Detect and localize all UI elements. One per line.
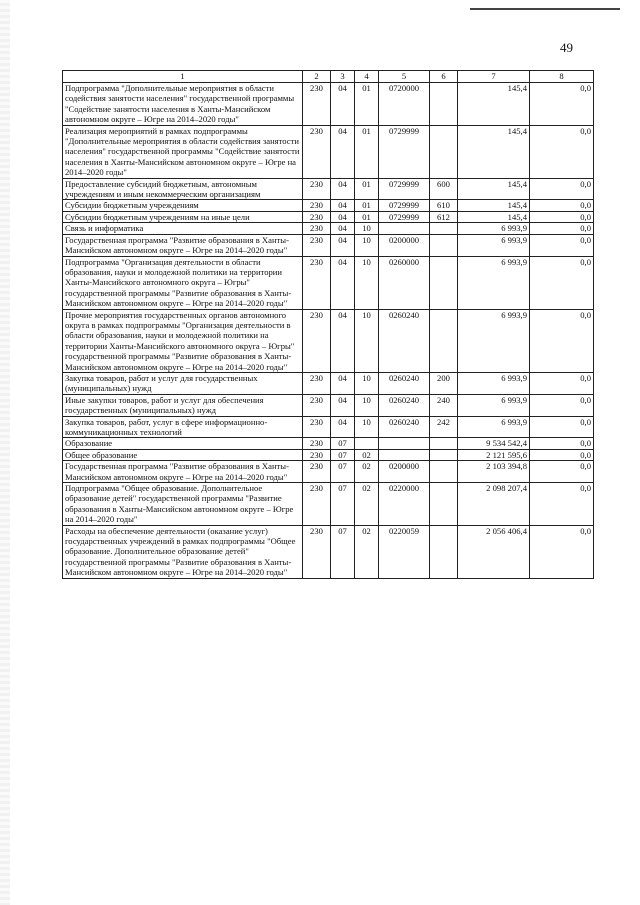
grbs-code-cell: 230 <box>303 483 331 526</box>
expense-type-cell: 610 <box>430 200 458 211</box>
subsection-code-cell: 01 <box>355 200 379 211</box>
amount-cell: 6 993,9 <box>458 223 530 234</box>
table-row <box>63 525 594 578</box>
amount-subventions-cell: 0,0 <box>530 223 594 234</box>
expense-type-cell <box>430 234 458 256</box>
table-row <box>63 211 594 222</box>
expense-type-cell <box>430 223 458 234</box>
amount-subventions-cell: 0,0 <box>530 461 594 483</box>
table-row <box>63 125 594 178</box>
target-article-cell: 0220000 <box>379 483 430 526</box>
col-header: 7 <box>458 71 530 83</box>
amount-cell: 6 993,9 <box>458 256 530 309</box>
expense-type-cell <box>430 525 458 578</box>
section-code-cell: 07 <box>331 438 355 449</box>
target-article-cell: 0200000 <box>379 461 430 483</box>
table-row <box>63 449 594 460</box>
subsection-code-cell: 01 <box>355 83 379 126</box>
amount-subventions-cell: 0,0 <box>530 211 594 222</box>
grbs-code-cell: 230 <box>303 234 331 256</box>
row-name-cell: Подпрограмма "Организация деятельности в области образования, науки и молодежной политики на территории Ханты-Мансийского автономного округа – Югры" государственной программы "Развитие образования в Ханты-Мансийском автономном округе – Югре на 2014–2020 годы" <box>63 256 303 309</box>
section-code-cell: 04 <box>331 125 355 178</box>
col-header: 4 <box>355 71 379 83</box>
grbs-code-cell: 230 <box>303 372 331 394</box>
header-row <box>63 71 594 83</box>
section-code-cell: 04 <box>331 309 355 372</box>
grbs-code-cell: 230 <box>303 83 331 126</box>
section-code-cell: 04 <box>331 211 355 222</box>
amount-subventions-cell: 0,0 <box>530 83 594 126</box>
row-name-cell: Подпрограмма "Дополнительные мероприятия в области содействия занятости населения" государственной программы "Содействие занятости населения в Ханты-Мансийском автономном округе – Югре на 2014–2020 годы" <box>63 83 303 126</box>
amount-subventions-cell: 0,0 <box>530 394 594 416</box>
section-code-cell: 04 <box>331 223 355 234</box>
target-article-cell: 0260240 <box>379 372 430 394</box>
amount-subventions-cell: 0,0 <box>530 438 594 449</box>
col-header: 1 <box>63 71 303 83</box>
subsection-code-cell: 10 <box>355 309 379 372</box>
expense-type-cell <box>430 449 458 460</box>
amount-subventions-cell: 0,0 <box>530 416 594 438</box>
table-row <box>63 461 594 483</box>
table-row <box>63 309 594 372</box>
target-article-cell: 0260240 <box>379 394 430 416</box>
grbs-code-cell: 230 <box>303 525 331 578</box>
amount-subventions-cell: 0,0 <box>530 200 594 211</box>
col-header: 2 <box>303 71 331 83</box>
subsection-code-cell: 02 <box>355 483 379 526</box>
subsection-code-cell: 01 <box>355 178 379 200</box>
subsection-code-cell: 02 <box>355 461 379 483</box>
target-article-cell: 0260000 <box>379 256 430 309</box>
amount-subventions-cell: 0,0 <box>530 256 594 309</box>
section-code-cell: 07 <box>331 483 355 526</box>
grbs-code-cell: 230 <box>303 416 331 438</box>
expense-type-cell <box>430 309 458 372</box>
target-article-cell: 0220059 <box>379 525 430 578</box>
col-header: 3 <box>331 71 355 83</box>
target-article-cell: 0720000 <box>379 83 430 126</box>
section-code-cell: 04 <box>331 83 355 126</box>
amount-cell: 6 993,9 <box>458 234 530 256</box>
subsection-code-cell: 10 <box>355 223 379 234</box>
row-name-cell: Общее образование <box>63 449 303 460</box>
table-row <box>63 372 594 394</box>
grbs-code-cell: 230 <box>303 449 331 460</box>
table-row <box>63 416 594 438</box>
expense-type-cell: 242 <box>430 416 458 438</box>
section-code-cell: 04 <box>331 256 355 309</box>
subsection-code-cell: 02 <box>355 525 379 578</box>
amount-subventions-cell: 0,0 <box>530 483 594 526</box>
section-code-cell: 04 <box>331 200 355 211</box>
scan-edge <box>0 0 10 905</box>
table-row <box>63 438 594 449</box>
amount-cell: 145,4 <box>458 211 530 222</box>
expense-type-cell <box>430 438 458 449</box>
col-header: 5 <box>379 71 430 83</box>
section-code-cell: 04 <box>331 178 355 200</box>
subsection-code-cell: 02 <box>355 449 379 460</box>
expense-type-cell <box>430 125 458 178</box>
amount-subventions-cell: 0,0 <box>530 309 594 372</box>
table-row <box>63 483 594 526</box>
amount-cell: 6 993,9 <box>458 372 530 394</box>
amount-cell: 145,4 <box>458 125 530 178</box>
amount-subventions-cell: 0,0 <box>530 234 594 256</box>
table-row <box>63 223 594 234</box>
subsection-code-cell: 10 <box>355 394 379 416</box>
section-code-cell: 04 <box>331 394 355 416</box>
row-name-cell: Прочие мероприятия государственных органов автономного округа в рамках подпрограммы "Организация деятельности в области образования, науки и молодежной политики на территории Ханты-Мансийского автономного округа – Югры" государственной программы "Развитие образования в Ханты-Мансийском автономном округе – Югре на 2014–2020 годы" <box>63 309 303 372</box>
col-header: 8 <box>530 71 594 83</box>
grbs-code-cell: 230 <box>303 438 331 449</box>
expense-type-cell <box>430 461 458 483</box>
section-code-cell: 07 <box>331 461 355 483</box>
page-number: 49 <box>560 40 573 55</box>
row-name-cell: Расходы на обеспечение деятельности (оказание услуг) государственных учреждений в рамках подпрограммы "Общее образование. Дополнительное образование детей" государственной программы "Развитие образования в Ханты-Мансийском автономном округе – Югре на 2014–2020 годы" <box>63 525 303 578</box>
amount-subventions-cell: 0,0 <box>530 525 594 578</box>
table-row <box>63 83 594 126</box>
table-row <box>63 178 594 200</box>
target-article-cell: 0729999 <box>379 125 430 178</box>
grbs-code-cell: 230 <box>303 178 331 200</box>
grbs-code-cell: 230 <box>303 256 331 309</box>
row-name-cell: Субсидии бюджетным учреждениям <box>63 200 303 211</box>
table-row <box>63 394 594 416</box>
row-name-cell: Закупка товаров, работ и услуг для государственных (муниципальных) нужд <box>63 372 303 394</box>
row-name-cell: Подпрограмма "Общее образование. Дополнительное образование детей" государственной программы "Развитие образования в Ханты-Мансийском автономном округе – Югре на 2014–2020 годы" <box>63 483 303 526</box>
subsection-code-cell <box>355 438 379 449</box>
top-rule <box>470 8 620 10</box>
row-name-cell: Реализация мероприятий в рамках подпрограммы "Дополнительные мероприятия в области содействия занятости населения" государственной программы "Содействие занятости населения в Ханты-Мансийском автономном округе – Югре на 2014–2020 годы" <box>63 125 303 178</box>
section-code-cell: 04 <box>331 372 355 394</box>
amount-cell: 145,4 <box>458 200 530 211</box>
col-header: 6 <box>430 71 458 83</box>
grbs-code-cell: 230 <box>303 125 331 178</box>
grbs-code-cell: 230 <box>303 200 331 211</box>
target-article-cell <box>379 449 430 460</box>
row-name-cell: Субсидии бюджетным учреждениям на иные цели <box>63 211 303 222</box>
amount-cell: 145,4 <box>458 178 530 200</box>
amount-subventions-cell: 0,0 <box>530 372 594 394</box>
expense-type-cell: 600 <box>430 178 458 200</box>
row-name-cell: Образование <box>63 438 303 449</box>
target-article-cell <box>379 438 430 449</box>
expense-type-cell: 612 <box>430 211 458 222</box>
target-article-cell: 0260240 <box>379 309 430 372</box>
grbs-code-cell: 230 <box>303 309 331 372</box>
amount-cell: 2 121 595,6 <box>458 449 530 460</box>
table-body <box>63 83 594 579</box>
amount-cell: 6 993,9 <box>458 309 530 372</box>
grbs-code-cell: 230 <box>303 211 331 222</box>
table-row <box>63 200 594 211</box>
amount-cell: 2 056 406,4 <box>458 525 530 578</box>
target-article-cell: 0200000 <box>379 234 430 256</box>
amount-cell: 2 098 207,4 <box>458 483 530 526</box>
amount-subventions-cell: 0,0 <box>530 178 594 200</box>
section-code-cell: 04 <box>331 234 355 256</box>
target-article-cell: 0729999 <box>379 200 430 211</box>
target-article-cell: 0729999 <box>379 178 430 200</box>
target-article-cell: 0729999 <box>379 211 430 222</box>
subsection-code-cell: 10 <box>355 256 379 309</box>
row-name-cell: Иные закупки товаров, работ и услуг для обеспечения государственных (муниципальных) нужд <box>63 394 303 416</box>
amount-cell: 6 993,9 <box>458 394 530 416</box>
expense-type-cell: 200 <box>430 372 458 394</box>
subsection-code-cell: 10 <box>355 234 379 256</box>
row-name-cell: Связь и информатика <box>63 223 303 234</box>
row-name-cell: Государственная программа "Развитие образования в Ханты-Мансийском автономном округе – Югре на 2014–2020 годы" <box>63 234 303 256</box>
subsection-code-cell: 10 <box>355 372 379 394</box>
expense-type-cell <box>430 483 458 526</box>
grbs-code-cell: 230 <box>303 394 331 416</box>
expense-type-cell <box>430 83 458 126</box>
target-article-cell <box>379 223 430 234</box>
row-name-cell: Государственная программа "Развитие образования в Ханты-Мансийском автономном округе – Югре на 2014–2020 годы" <box>63 461 303 483</box>
section-code-cell: 07 <box>331 449 355 460</box>
row-name-cell: Закупка товаров, работ, услуг в сфере информационно-коммуникационных технологий <box>63 416 303 438</box>
budget-table <box>62 70 594 579</box>
amount-subventions-cell: 0,0 <box>530 449 594 460</box>
target-article-cell: 0260240 <box>379 416 430 438</box>
table-row <box>63 234 594 256</box>
row-name-cell: Предоставление субсидий бюджетным, автономным учреждениям и иным некоммерческим организациям <box>63 178 303 200</box>
subsection-code-cell: 10 <box>355 416 379 438</box>
grbs-code-cell: 230 <box>303 461 331 483</box>
amount-cell: 145,4 <box>458 83 530 126</box>
amount-subventions-cell: 0,0 <box>530 125 594 178</box>
table-row <box>63 256 594 309</box>
expense-type-cell <box>430 256 458 309</box>
amount-cell: 2 103 394,8 <box>458 461 530 483</box>
amount-cell: 9 534 542,4 <box>458 438 530 449</box>
expense-type-cell: 240 <box>430 394 458 416</box>
section-code-cell: 07 <box>331 525 355 578</box>
section-code-cell: 04 <box>331 416 355 438</box>
amount-cell: 6 993,9 <box>458 416 530 438</box>
grbs-code-cell: 230 <box>303 223 331 234</box>
subsection-code-cell: 01 <box>355 211 379 222</box>
subsection-code-cell: 01 <box>355 125 379 178</box>
